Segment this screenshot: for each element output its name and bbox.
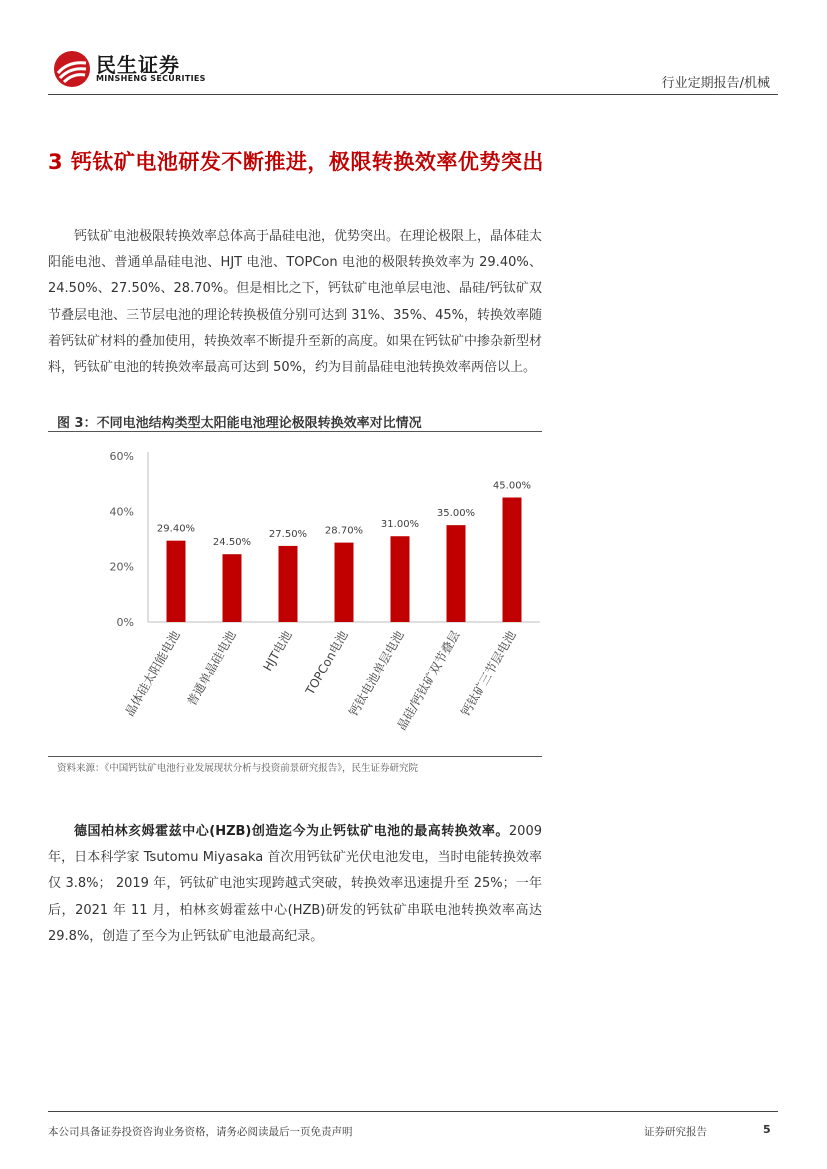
- bar: [167, 541, 186, 622]
- x-tick-label: TOPCon电池: [302, 628, 351, 698]
- footer-report-type: 证券研究报告: [644, 1126, 707, 1138]
- data-label: 24.50%: [212, 537, 252, 549]
- paragraph-lead-sentence: 德国柏林亥姆霍兹中心(HZB)创造迄今为止钙钛矿电池的最高转换效率。: [74, 824, 509, 839]
- figure-source: 资料来源：《中国钙钛矿电池行业发展现状分析与投资前景研究报告》，民生证券研究院: [57, 763, 419, 774]
- data-label: 28.70%: [324, 525, 364, 537]
- minsheng-logo-icon: [52, 49, 92, 89]
- logo-name-en: MINSHENG SECURITIES: [96, 74, 206, 83]
- bar: [279, 546, 298, 622]
- y-tick-label: 0%: [116, 616, 134, 629]
- footer-divider: [48, 1111, 778, 1112]
- data-label: 45.00%: [492, 480, 532, 492]
- report-category: 行业定期报告/机械: [661, 76, 770, 91]
- x-tick-label: 钙钛电池单层电池: [346, 628, 407, 719]
- figure-top-rule: [48, 431, 542, 432]
- data-label: 27.50%: [268, 528, 308, 540]
- data-label: 31.00%: [380, 519, 420, 531]
- bar: [391, 536, 410, 622]
- figure-bottom-rule: [48, 756, 542, 757]
- body-paragraph-1: 钙钛矿电池极限转换效率总体高于晶硅电池，优势突出。在理论极限上，晶体硅太阳能电池、普通单晶硅电池、HJT 电池、TOPCon 电池的极限转换效率为 29.40%、24.50%、27.50%、28.70%。但是相比之下，钙钛矿电池单层电池、晶硅/钙钛矿双节叠层电池、三节层电池的理论转换极值分别可达到 31%、35%、45%，转换效率随着钙钛矿材料的叠加使用，转换效率不断提升至新的高度。如果在钙钛矿中掺杂新型材料，钙钛矿电池的转换效率最高可达到 50%，约为目前晶硅电池转换效率两倍以上。: [48, 229, 543, 376]
- x-tick-label: HJT电池: [260, 628, 295, 674]
- figure-title: 图 3：不同电池结构类型太阳能电池理论极限转换效率对比情况: [57, 416, 422, 431]
- footer-disclaimer: 本公司具备证券投资咨询业务资格，请务必阅读最后一页免责声明: [48, 1126, 353, 1138]
- page-number: 5: [763, 1123, 771, 1136]
- x-tick-label: 晶体硅太阳能电池: [122, 628, 183, 719]
- y-tick-label: 20%: [109, 560, 134, 574]
- bar: [447, 525, 466, 622]
- bar: [335, 543, 354, 622]
- x-tick-label: 钙钛矿三节层电池: [458, 628, 519, 719]
- y-tick-label: 60%: [109, 450, 134, 463]
- header-divider: [48, 94, 778, 95]
- paragraph-body-text: 2009 年，日本科学家 Tsutomu Miyasaka 首次用钙钛矿光伏电池发电，当时电能转换效率仅 3.8%； 2019 年，钙钛矿电池实现跨越式突破，转换效率迅速提升至 25%；一年后，2021 年 11 月，柏林亥姆霍兹中心(HZB)研发的钙钛矿串联电池转换效率高达 29.8%，创造了至今为止钙钛矿电池最高纪录。: [48, 824, 542, 944]
- x-tick-label: 普通单晶硅电池: [184, 628, 239, 709]
- company-logo: [52, 49, 212, 89]
- data-label: 35.00%: [436, 508, 476, 520]
- bar: [503, 498, 522, 623]
- data-label: 29.40%: [156, 523, 196, 535]
- efficiency-bar-chart: [48, 433, 542, 755]
- section-heading: 3 钙钛矿电池研发不断推进，极限转换效率优势突出: [48, 150, 544, 174]
- bar: [223, 554, 242, 622]
- y-tick-label: 40%: [109, 505, 134, 519]
- body-paragraph-2: [48, 819, 542, 950]
- logo-name-cn: 民生证券: [96, 53, 180, 77]
- x-tick-label: 晶硅/钙钛矿双节叠层: [394, 628, 463, 733]
